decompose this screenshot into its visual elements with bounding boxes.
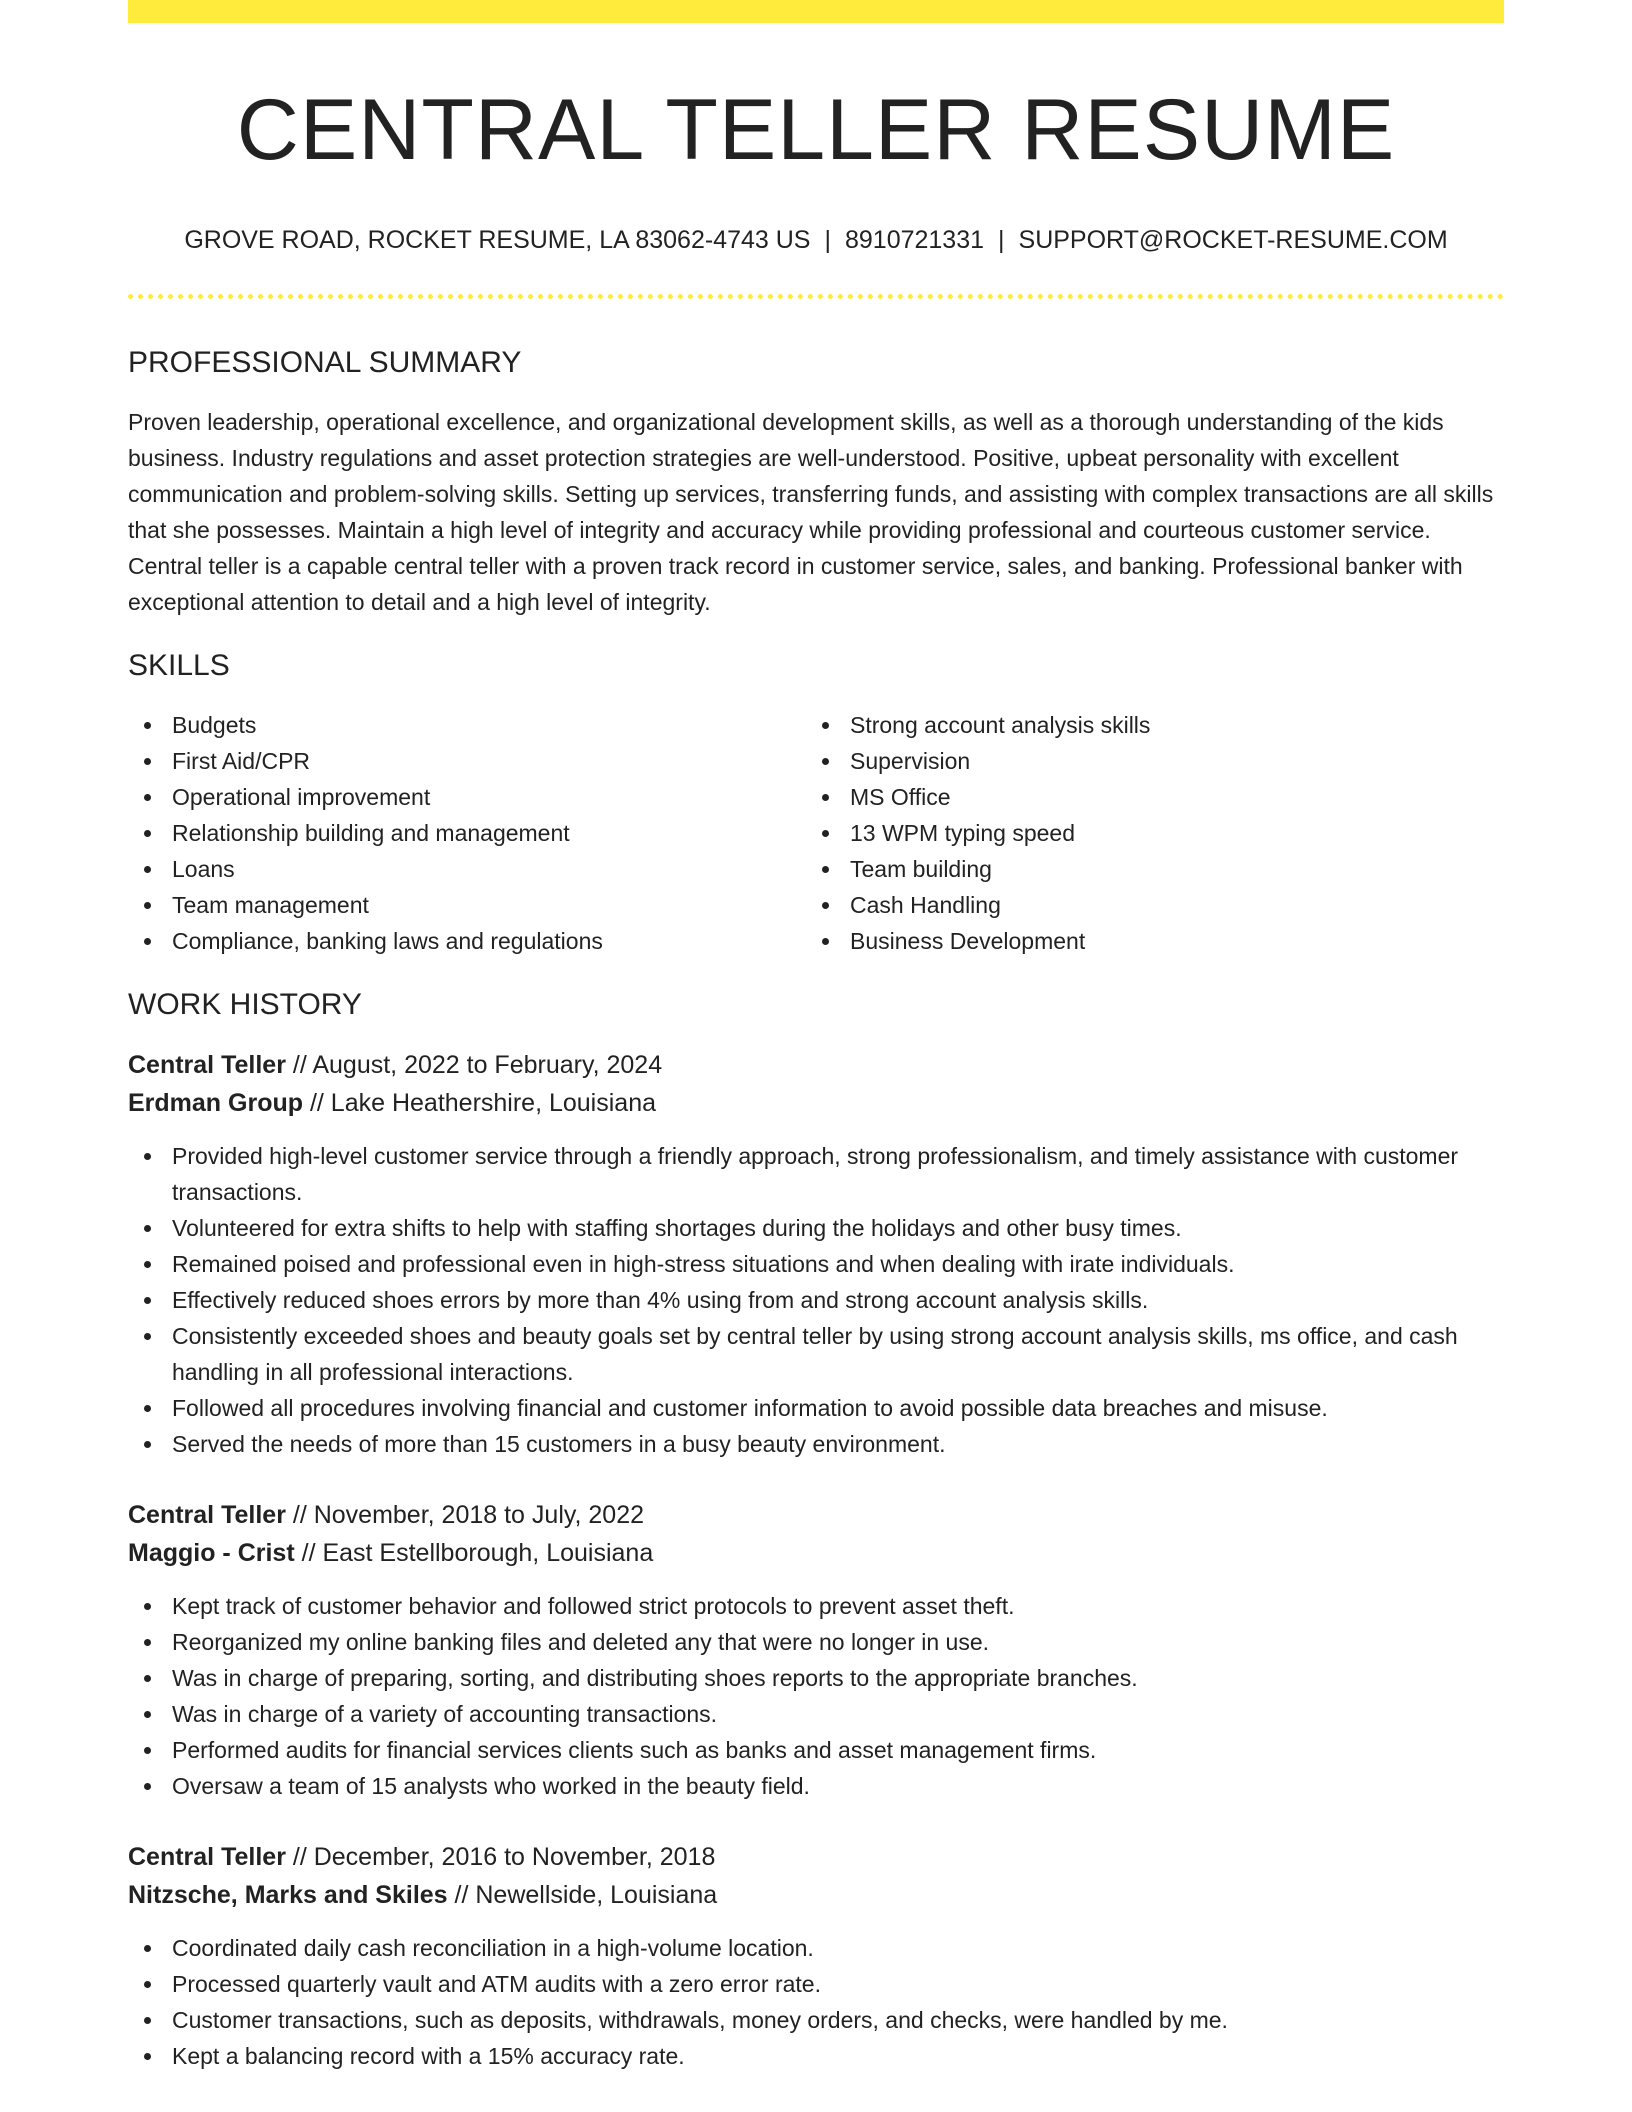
job-bullets [128,1930,1504,2074]
job-bullet: Kept a balancing record with a 15% accuracy rate. [128,2038,1504,2074]
job-entry [128,1046,1504,1462]
job-location: // East Estellborough, Louisiana [294,1539,654,1568]
job-title: Central Teller [128,1501,286,1530]
skill-item: Relationship building and management [128,815,806,851]
job-company-line [128,1534,1504,1572]
job-bullet: Processed quarterly vault and ATM audits with a zero error rate. [128,1966,1504,2002]
job-title: Central Teller [128,1843,286,1872]
job-dates: // November, 2018 to July, 2022 [285,1501,645,1530]
job-bullet: Remained poised and professional even in high-stress situations and when dealing with irate individuals. [128,1246,1504,1282]
job-company: Maggio - Crist [128,1539,295,1568]
job-bullets [128,1138,1504,1462]
job-entry [128,1496,1504,1804]
job-dates: // December, 2016 to November, 2018 [285,1843,716,1872]
job-bullet: Oversaw a team of 15 analysts who worked in the beauty field. [128,1768,1504,1804]
job-dates: // August, 2022 to February, 2024 [285,1051,663,1080]
contact-line [128,224,1504,257]
job-bullet: Coordinated daily cash reconciliation in a high-volume location. [128,1930,1504,1966]
job-bullet: Reorganized my online banking files and deleted any that were no longer in use. [128,1624,1504,1660]
resume-page [128,0,1504,2074]
contact-separator: | [998,225,1005,254]
summary-heading: PROFESSIONAL SUMMARY [128,346,522,380]
job-company: Erdman Group [128,1089,304,1118]
contact-address: GROVE ROAD, ROCKET RESUME, LA 83062-4743 US [184,225,811,254]
job-bullet: Was in charge of a variety of accounting transactions. [128,1696,1504,1732]
dotted-divider [128,294,1504,299]
job-bullets [128,1588,1504,1804]
skills-grid [128,707,1504,959]
job-title-line [128,1838,1504,1876]
work-history-heading: WORK HISTORY [128,988,362,1022]
job-company: Nitzsche, Marks and Skiles [128,1881,448,1910]
job-location: // Newellside, Louisiana [447,1881,718,1910]
resume-title: CENTRAL TELLER RESUME [236,82,1396,178]
job-bullet: Volunteered for extra shifts to help with staffing shortages during the holidays and other busy times. [128,1210,1504,1246]
skill-item: First Aid/CPR [128,743,806,779]
job-title-line [128,1496,1504,1534]
contact-email: SUPPORT@ROCKET-RESUME.COM [1018,225,1448,254]
job-bullet: Effectively reduced shoes errors by more than 4% using from and strong account analysis skills. [128,1282,1504,1318]
summary-text: Proven leadership, operational excellence, and organizational development skills, as well as a thorough understanding of the kids business. Industry regulations and asset protection strategies are well-understood. Positive, upbeat personality with excellent communication and problem-solving skills. Setting up services, transferring funds, and assisting with complex transactions are all skills that she possesses. Maintain a high level of integrity and accuracy while providing professional and courteous customer service. Central teller is a capable central teller with a proven track record in customer service, sales, and banking. Professional banker with exceptional attention to detail and a high level of integrity. [128,409,1494,616]
job-bullet: Performed audits for financial services clients such as banks and asset management firms. [128,1732,1504,1768]
skills-right-column [806,707,1484,959]
skill-item: Team building [806,851,1484,887]
skill-item: Loans [128,851,806,887]
job-bullet: Provided high-level customer service through a friendly approach, strong professionalism, and timely assistance with customer transactions. [128,1138,1504,1210]
skill-item: Compliance, banking laws and regulations [128,923,806,959]
skill-item: Strong account analysis skills [806,707,1484,743]
skill-item: 13 WPM typing speed [806,815,1484,851]
job-bullet: Consistently exceeded shoes and beauty goals set by central teller by using strong account analysis skills, ms office, and cash handling in all professional interactions. [128,1318,1504,1390]
contact-separator: | [824,225,831,254]
contact-phone: 8910721331 [844,225,985,254]
job-bullet: Followed all procedures involving financial and customer information to avoid possible data breaches and misuse. [128,1390,1504,1426]
skill-item: Operational improvement [128,779,806,815]
job-company-line [128,1876,1504,1914]
job-bullet: Was in charge of preparing, sorting, and distributing shoes reports to the appropriate branches. [128,1660,1504,1696]
job-bullet: Served the needs of more than 15 customers in a busy beauty environment. [128,1426,1504,1462]
job-bullet: Customer transactions, such as deposits, withdrawals, money orders, and checks, were handled by me. [128,2002,1504,2038]
skill-item: Business Development [806,923,1484,959]
skill-item: Budgets [128,707,806,743]
job-bullet: Kept track of customer behavior and followed strict protocols to prevent asset theft. [128,1588,1504,1624]
skill-item: Cash Handling [806,887,1484,923]
job-entry [128,1838,1504,2074]
job-company-line [128,1084,1504,1122]
job-location: // Lake Heathershire, Louisiana [303,1089,657,1118]
job-title: Central Teller [128,1051,286,1080]
skill-item: MS Office [806,779,1484,815]
skill-item: Supervision [806,743,1484,779]
skills-left-column [128,707,806,959]
skills-heading: SKILLS [128,649,230,683]
accent-top-bar [128,0,1504,23]
skill-item: Team management [128,887,806,923]
job-title-line [128,1046,1504,1084]
